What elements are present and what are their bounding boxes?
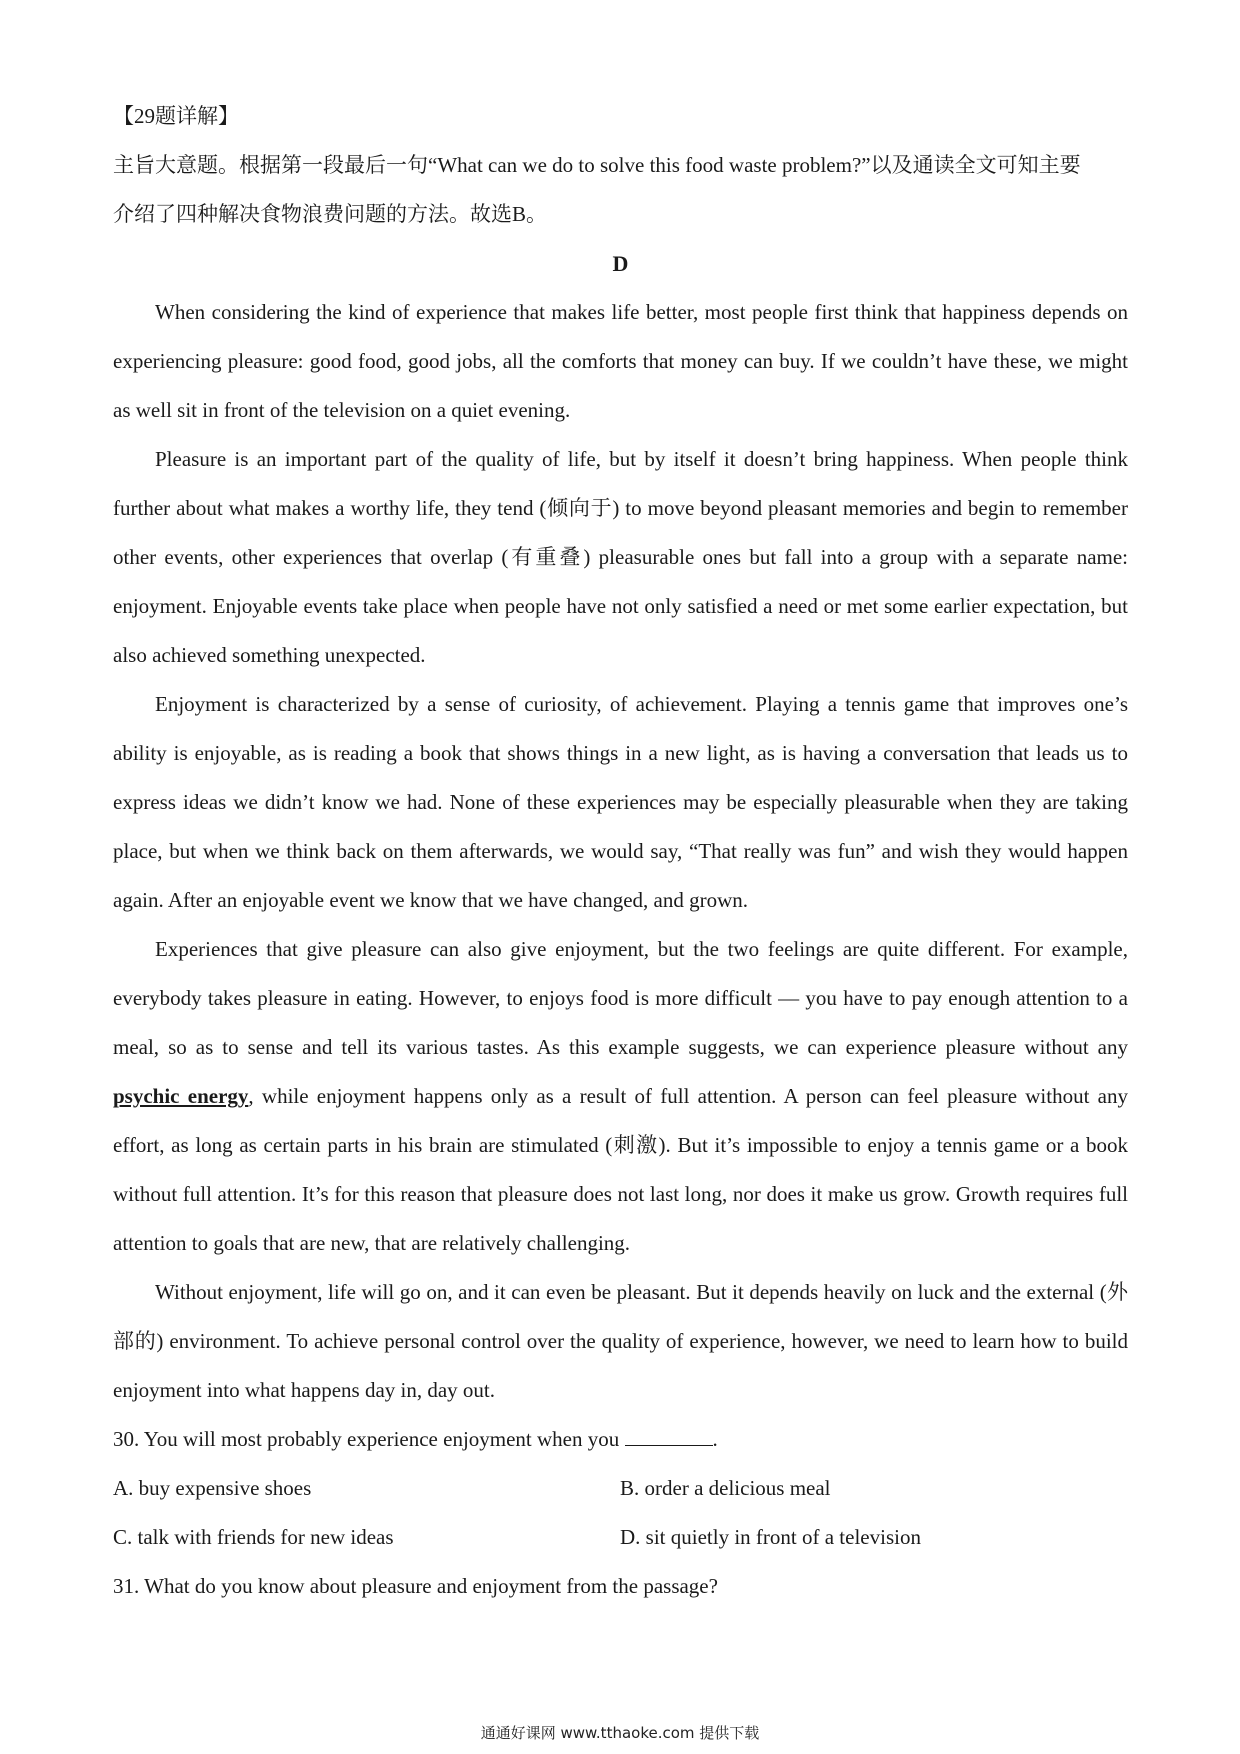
paragraph-2: Pleasure is an important part of the quality of life, but by itself it doesn’t bring happiness. When people think further about what makes a worthy life, they tend (倾向于) to move beyond pleasant memories and begin to remember other events, other experiences that overlap (有重叠) pleasurable ones but fall into a group with a separate name: enjoyment. Enjoyable events take place when people have not only satisfied a need or met some earlier expectation, but also achieved something unexpected. (113, 447, 1128, 667)
options-row-2 (113, 1513, 1128, 1562)
option-d: D. sit quietly in front of a television (620, 1525, 921, 1549)
paragraph-4-start: Experiences that give pleasure can also give enjoyment, but the two feelings are quite different. For example, everybody takes pleasure in eating. However, to enjoys food is more difficult — you have to pay enough attention to a meal, so as to sense and tell its various tastes. As this example suggests, we can experience pleasure without any (113, 937, 1128, 1059)
option-c: C. talk with friends for new ideas (113, 1525, 394, 1549)
footer-source: 通通好课网 www.tthaoke.com 提供下载 (480, 1724, 760, 1742)
paragraph-4-end: , while enjoyment happens only as a result of full attention. A person can feel pleasure without any effort, as long as certain parts in his brain are stimulated (刺激). But it’s impossible to enjoy a tennis game or a book without full attention. It’s for this reason that pleasure does not last long, nor does it make us grow. Growth requires full attention to goals that are new, that are relatively challenging. (113, 1084, 1129, 1255)
question-30 (113, 1415, 1128, 1464)
option-a: A. buy expensive shoes (113, 1476, 312, 1500)
answer-tag: 【29题详解】 (113, 104, 239, 128)
explanation-line-2: 介绍了四种解决食物浪费问题的方法。故选B。 (113, 202, 548, 226)
underlined-term: psychic energy (113, 1084, 249, 1108)
options-row-1 (113, 1464, 1128, 1513)
question-30-end: . (712, 1427, 718, 1451)
explanation-line-1: 主旨大意题。根据第一段最后一句“What can we do to solve this food waste problem?”以及通读全文可知主要 (113, 153, 1081, 177)
paragraph-5: Without enjoyment, life will go on, and it can even be pleasant. But it depends heavily on luck and the external (外部的) environment. To achieve personal control over the quality of experience, however, we need to learn how to build enjoyment into what happens day in, day out. (113, 1280, 1128, 1402)
passage-title: D (612, 251, 629, 276)
text-area (113, 92, 1128, 1611)
paragraph-1: When considering the kind of experience that makes life better, most people first think that happiness depends on experiencing pleasure: good food, good jobs, all the comforts that money can buy. If we couldn’t have these, we might as well sit in front of the television on a quiet evening. (113, 300, 1128, 422)
option-b: B. order a delicious meal (620, 1476, 831, 1500)
paragraph-4 (113, 925, 1128, 1268)
answer-blank (625, 1427, 713, 1446)
question-31: 31. What do you know about pleasure and enjoyment from the passage? (113, 1574, 718, 1598)
question-30-stem: 30. You will most probably experience enjoyment when you (113, 1427, 625, 1451)
paragraph-3: Enjoyment is characterized by a sense of curiosity, of achievement. Playing a tennis game that improves one’s ability is enjoyable, as is reading a book that shows things in a new light, as is having a conversation that leads us to express ideas we didn’t know we had. None of these experiences may be especially pleasurable when they are taking place, but when we think back on them afterwards, we would say, “That really was fun” and wish they would happen again. After an enjoyable event we know that we have changed, and grown. (113, 692, 1128, 912)
